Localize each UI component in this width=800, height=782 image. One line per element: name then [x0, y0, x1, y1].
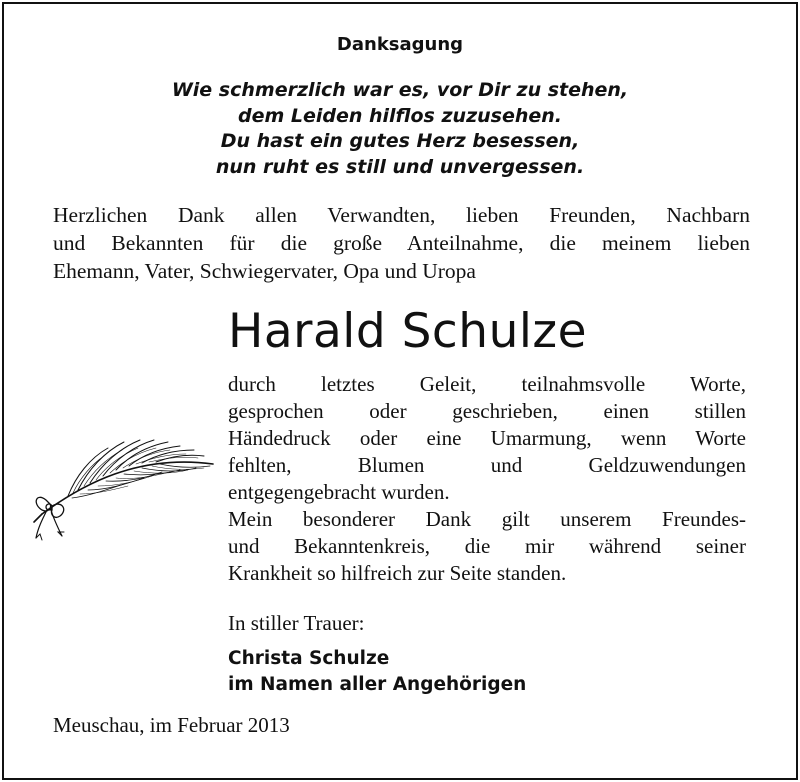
thanks-line: fehlten, Blumen und Geldzuwendungen [228, 453, 746, 477]
intro-line: Herzlichen Dank allen Verwandten, lieben Freunden, Nachbarn [53, 203, 750, 227]
intro-line: und Bekannten für die große Anteilnahme, die meinem lieben [53, 231, 750, 255]
poem-line: dem Leiden hilflos zuzusehen. [237, 104, 563, 127]
poem-line: Wie schmerzlich war es, vor Dir zu stehen, [171, 79, 629, 101]
intro-paragraph [53, 201, 750, 285]
thanks-line: Krankheit so hilfreich zur Seite standen. [228, 561, 567, 585]
signer-name: Christa Schulze [228, 648, 390, 669]
thanks-line: entgegengebracht wurden. [228, 480, 450, 504]
thanks-line: gesprochen oder geschrieben, einen stillen [228, 399, 746, 423]
mourning-label: In stiller Trauer: [228, 611, 365, 635]
signer-note: im Namen aller Angehörigen [228, 674, 527, 695]
poem-line: nun ruht es still und unvergessen. [215, 155, 585, 178]
thanks-line: durch letztes Geleit, teilnahmsvolle Worte, [228, 372, 746, 396]
poem-verse [0, 78, 800, 180]
notice-heading: Danksagung [336, 34, 464, 55]
thanks-line: Mein besonderer Dank gilt unserem Freundes- [228, 507, 746, 531]
feather-with-ribbon-icon [28, 414, 220, 544]
signers-block [228, 646, 526, 698]
deceased-name: Harald Schulze [228, 304, 587, 359]
thanks-paragraph [228, 371, 746, 587]
intro-line: Ehemann, Vater, Schwiegervater, Opa und Uropa [53, 259, 476, 283]
thanks-line: und Bekanntenkreis, die mir während seiner [228, 534, 746, 558]
place-date: Meuschau, im Februar 2013 [53, 713, 290, 737]
poem-line: Du hast ein gutes Herz besessen, [220, 130, 580, 152]
thanks-line: Händedruck oder eine Umarmung, wenn Worte [228, 426, 746, 450]
